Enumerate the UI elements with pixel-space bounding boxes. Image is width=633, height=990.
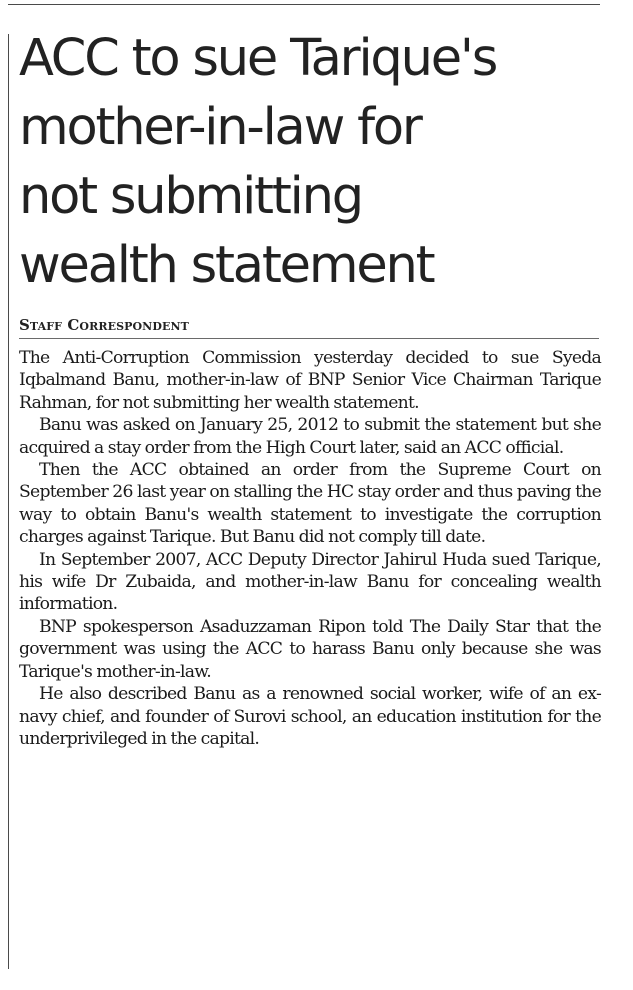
headline-line: mother-in-law for (19, 98, 421, 157)
body-paragraph: The Anti-Corruption Commission yesterday decided to sue Syeda Iqbalmand Banu, mother-in-law of BNP Senior Vice Chairman Tarique Rahman, for not submitting her wealth statement. (19, 348, 601, 413)
headline-line: wealth statement (19, 236, 434, 295)
headline (19, 24, 605, 300)
body-paragraph: He also described Banu as a renowned social worker, wife of an ex-navy chief, and founder of Surovi school, an education institution for the underprivileged in the capital. (19, 684, 601, 749)
body-paragraph: Banu was asked on January 25, 2012 to submit the statement but she acquired a stay order from the High Court later, said an ACC official. (19, 415, 601, 458)
body-paragraph: Then the ACC obtained an order from the Supreme Court on September 26 last year on stalling the HC stay order and thus paving the way to obtain Banu's wealth statement to investigate the corruption charges against Tarique. But Banu did not comply till date. (19, 460, 601, 548)
headline-line: not submitting (19, 167, 362, 226)
article-body (19, 347, 601, 750)
body-paragraph: In September 2007, ACC Deputy Director Jahirul Huda sued Tarique, his wife Dr Zubaida, and mother-in-law Banu for concealing wealth information. (19, 549, 601, 615)
headline-line: ACC to sue Tarique's (19, 29, 497, 88)
news-article (19, 24, 605, 750)
top-rule (8, 4, 600, 5)
body-paragraph: BNP spokesperson Asaduzzaman Ripon told The Daily Star that the government was using the ACC to harass Banu only because she was Tarique's mother-in-law. (19, 616, 601, 682)
left-column-rule (8, 34, 9, 969)
byline: Staff Correspondent (19, 316, 599, 339)
